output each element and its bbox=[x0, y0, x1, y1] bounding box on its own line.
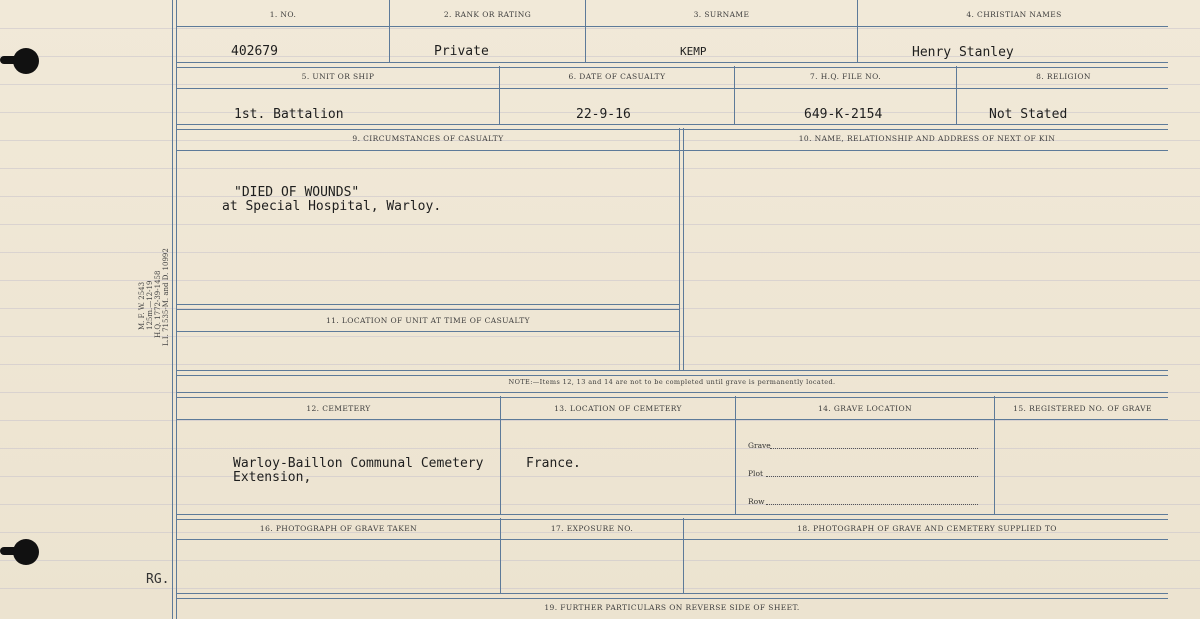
plot-field-dots bbox=[766, 475, 978, 477]
header-line bbox=[176, 331, 679, 332]
label-christian-names: 4. CHRISTIAN NAMES bbox=[966, 10, 1062, 19]
row-separator bbox=[176, 370, 1168, 376]
header-line bbox=[176, 88, 1168, 89]
unit-value: 1st. Battalion bbox=[234, 107, 344, 122]
label-rank: 2. RANK OR RATING bbox=[443, 10, 532, 19]
ruled-line bbox=[0, 84, 1200, 85]
label-grave-location: 14. GRAVE LOCATION bbox=[817, 404, 913, 413]
form-hq-ref: H.Q. 1772-39-1458 bbox=[154, 270, 162, 338]
ruled-line bbox=[0, 28, 1200, 29]
ruled-line bbox=[0, 420, 1200, 421]
divider bbox=[683, 128, 684, 370]
label-location-of-cemetery: 13. LOCATION OF CEMETERY bbox=[554, 404, 682, 413]
cemetery-line-2: Extension, bbox=[233, 470, 312, 485]
divider bbox=[500, 396, 501, 514]
surname-value: KEMP bbox=[680, 45, 707, 58]
label-no: 1. NO. bbox=[269, 10, 297, 19]
row-separator bbox=[176, 124, 1168, 130]
religion-value: Not Stated bbox=[989, 107, 1068, 122]
ruled-line bbox=[0, 560, 1200, 561]
ruled-line bbox=[0, 588, 1200, 589]
ruled-line bbox=[0, 56, 1200, 57]
ruled-line bbox=[0, 196, 1200, 197]
label-circumstances: 9. CIRCUMSTANCES OF CASUALTY bbox=[352, 134, 504, 143]
grave-field-label: Grave bbox=[748, 441, 771, 450]
row-separator bbox=[176, 514, 1168, 520]
grave-field-dots bbox=[770, 447, 978, 449]
ruled-line bbox=[0, 168, 1200, 169]
form-print-run: 125m.—12-19 bbox=[146, 280, 154, 330]
ruled-line bbox=[0, 280, 1200, 281]
ruled-line bbox=[0, 252, 1200, 253]
label-further-particulars: 19. FURTHER PARTICULARS ON REVERSE SIDE OF SHEET. bbox=[544, 603, 800, 612]
corner-mark: RG. bbox=[146, 572, 170, 587]
christian-names-value: Henry Stanley bbox=[912, 45, 1014, 60]
hq-file-value: 649-K-2154 bbox=[804, 107, 883, 122]
ruled-line bbox=[0, 224, 1200, 225]
label-photo-taken: 16. PHOTOGRAPH OF GRAVE TAKEN bbox=[259, 524, 418, 533]
punch-hole bbox=[13, 539, 39, 565]
row-field-dots bbox=[766, 503, 978, 505]
label-location-of-unit: 11. LOCATION OF UNIT AT TIME OF CASUALTY bbox=[326, 316, 530, 325]
label-registered-no: 15. REGISTERED NO. OF GRAVE bbox=[1013, 404, 1152, 413]
location-of-cemetery-value: France. bbox=[526, 456, 581, 471]
row-separator bbox=[176, 62, 1168, 68]
label-cemetery: 12. CEMETERY bbox=[306, 404, 371, 413]
header-line bbox=[176, 26, 1168, 27]
header-line bbox=[176, 419, 1168, 420]
label-hq-file: 7. H.Q. FILE NO. bbox=[809, 72, 882, 81]
cemetery-line-1: Warloy-Baillon Communal Cemetery bbox=[233, 456, 484, 471]
label-next-of-kin: 10. NAME, RELATIONSHIP AND ADDRESS OF NEXT OF KIN bbox=[798, 134, 1056, 143]
form-li-ref: L.I. 71535-M. and D. 10992 bbox=[162, 248, 170, 346]
row-separator bbox=[176, 304, 679, 310]
label-exposure: 17. EXPOSURE NO. bbox=[550, 524, 634, 533]
row-field-label: Row bbox=[748, 497, 765, 506]
service-number: 402679 bbox=[231, 44, 278, 59]
ruled-line bbox=[0, 476, 1200, 477]
ruled-line bbox=[0, 364, 1200, 365]
label-surname: 3. SURNAME bbox=[693, 10, 750, 19]
divider bbox=[679, 128, 680, 370]
label-unit: 5. UNIT OR SHIP bbox=[301, 72, 375, 81]
divider bbox=[994, 396, 995, 514]
ruled-line bbox=[0, 504, 1200, 505]
circumstances-line-2: at Special Hospital, Warloy. bbox=[222, 199, 442, 214]
label-date: 6. DATE OF CASUALTY bbox=[568, 72, 666, 81]
note-text: NOTE:—Items 12, 13 and 14 are not to be completed until grave is permanently located. bbox=[508, 378, 836, 386]
label-religion: 8. RELIGION bbox=[1036, 72, 1091, 81]
date-value: 22-9-16 bbox=[576, 107, 631, 122]
row-separator bbox=[176, 593, 1168, 599]
header-line bbox=[176, 150, 1168, 151]
punch-hole bbox=[13, 48, 39, 74]
ruled-line bbox=[0, 448, 1200, 449]
label-photo-supplied: 18. PHOTOGRAPH OF GRAVE AND CEMETERY SUPPLIED TO bbox=[797, 524, 1057, 533]
row-separator bbox=[176, 392, 1168, 398]
left-border bbox=[172, 0, 173, 619]
rank-value: Private bbox=[434, 44, 489, 59]
plot-field-label: Plot bbox=[748, 469, 763, 478]
divider bbox=[735, 396, 736, 514]
ruled-line bbox=[0, 336, 1200, 337]
circumstances-line-1: "DIED OF WOUNDS" bbox=[234, 185, 360, 200]
form-number: M. F. W. 2543 bbox=[138, 281, 146, 330]
header-line bbox=[176, 539, 1168, 540]
